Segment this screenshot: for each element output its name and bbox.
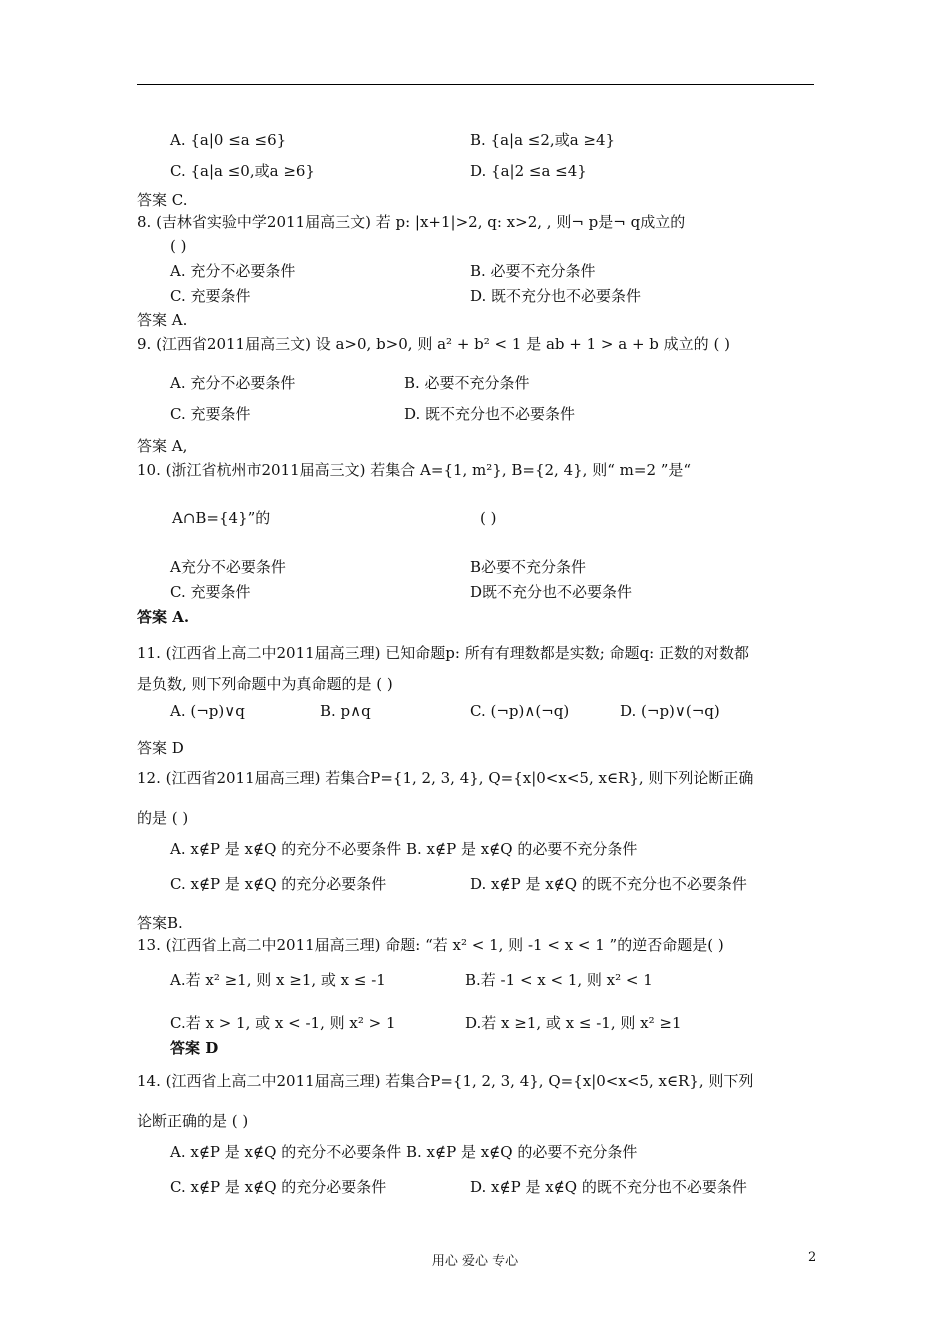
text-line: 答案B. xyxy=(137,914,183,932)
text-line: B. p∧q xyxy=(320,702,371,720)
text-line: 11. (江西省上高二中2011届高三理) 已知命题p: 所有有理数都是实数; 命题q: 正数的对数都 xyxy=(137,644,749,662)
text-line: 答案 D xyxy=(137,739,184,757)
text-line: 论断正确的是 ( ) xyxy=(137,1112,249,1130)
text-line: D. 既不充分也不必要条件 xyxy=(404,405,576,423)
text-line: B必要不充分条件 xyxy=(470,558,587,576)
text-line: C. x∉P 是 x∉Q 的充分必要条件 xyxy=(170,1178,387,1196)
text-line: A∩B={4}”的 xyxy=(172,509,271,527)
text-line: 答案 A. xyxy=(137,608,190,626)
text-line: 是负数, 则下列命题中为真命题的是 ( ) xyxy=(137,675,393,693)
text-line: 答案 C. xyxy=(137,191,188,209)
text-line: C. (¬p)∧(¬q) xyxy=(470,702,570,720)
text-line: B.若 -1 < x < 1, 则 x² < 1 xyxy=(465,971,653,989)
text-line: B. 必要不充分条件 xyxy=(404,374,530,392)
text-line: A. 充分不必要条件 xyxy=(170,374,296,392)
text-line: 14. (江西省上高二中2011届高三理) 若集合P={1, 2, 3, 4}, Q={x|0<x<5, x∈R}, 则下列 xyxy=(137,1072,754,1090)
text-line: 答案 D xyxy=(170,1039,219,1057)
text-line: D. x∉P 是 x∉Q 的既不充分也不必要条件 xyxy=(470,875,747,893)
text-line: 13. (江西省上高二中2011届高三理) 命题: “若 x² < 1, 则 -1 < x < 1 ”的逆否命题是( ) xyxy=(137,936,724,954)
text-line: ( ) xyxy=(480,509,497,527)
text-line: A. 充分不必要条件 xyxy=(170,262,296,280)
text-line: D. x∉P 是 x∉Q 的既不充分也不必要条件 xyxy=(470,1178,747,1196)
text-line: D既不充分也不必要条件 xyxy=(470,583,633,601)
text-line: A. x∉P 是 x∉Q 的充分不必要条件 B. x∉P 是 x∉Q 的必要不充分条件 xyxy=(170,840,638,858)
text-line: 答案 A, xyxy=(137,437,188,455)
text-line: D.若 x ≥1, 或 x ≤ -1, 则 x² ≥1 xyxy=(465,1014,682,1032)
text-line: A. (¬p)∨q xyxy=(170,702,245,720)
text-line: B. 必要不充分条件 xyxy=(470,262,596,280)
page-number: 2 xyxy=(808,1250,817,1265)
text-line: C. 充要条件 xyxy=(170,583,251,601)
page-footer: 用心 爱心 专心 xyxy=(431,1254,519,1269)
text-line: C.若 x > 1, 或 x < -1, 则 x² > 1 xyxy=(170,1014,396,1032)
header-rule xyxy=(137,84,814,85)
text-line: 8. (吉林省实验中学2011届高三文) 若 p: |x+1|>2, q: x>2, , 则¬ p是¬ q成立的 xyxy=(137,213,686,231)
text-line: C. 充要条件 xyxy=(170,405,251,423)
text-line: 的是 ( ) xyxy=(137,809,189,827)
text-line: 12. (江西省2011届高三理) 若集合P={1, 2, 3, 4}, Q={x|0<x<5, x∈R}, 则下列论断正确 xyxy=(137,769,754,787)
text-line: ( ) xyxy=(170,237,187,255)
text-line: 10. (浙江省杭州市2011届高三文) 若集合 A={1, m²}, B={2, 4}, 则“ m=2 ”是“ xyxy=(137,461,692,479)
text-line: 答案 A. xyxy=(137,311,188,329)
text-line: B. {a|a ≤2,或a ≥4} xyxy=(470,131,616,149)
text-line: 9. (江西省2011届高三文) 设 a>0, b>0, 则 a² + b² < 1 是 ab + 1 > a + b 成立的 ( ) xyxy=(137,335,730,353)
text-line: C. x∉P 是 x∉Q 的充分必要条件 xyxy=(170,875,387,893)
text-line: A. {a|0 ≤a ≤6} xyxy=(170,131,287,149)
text-line: A.若 x² ≥1, 则 x ≥1, 或 x ≤ -1 xyxy=(170,971,386,989)
text-line: D. {a|2 ≤a ≤4} xyxy=(470,162,587,180)
text-line: C. {a|a ≤0,或a ≥6} xyxy=(170,162,315,180)
text-line: C. 充要条件 xyxy=(170,287,251,305)
text-line: A充分不必要条件 xyxy=(170,558,286,576)
text-line: D. 既不充分也不必要条件 xyxy=(470,287,642,305)
text-line: D. (¬p)∨(¬q) xyxy=(620,702,720,720)
text-line: A. x∉P 是 x∉Q 的充分不必要条件 B. x∉P 是 x∉Q 的必要不充分条件 xyxy=(170,1143,638,1161)
